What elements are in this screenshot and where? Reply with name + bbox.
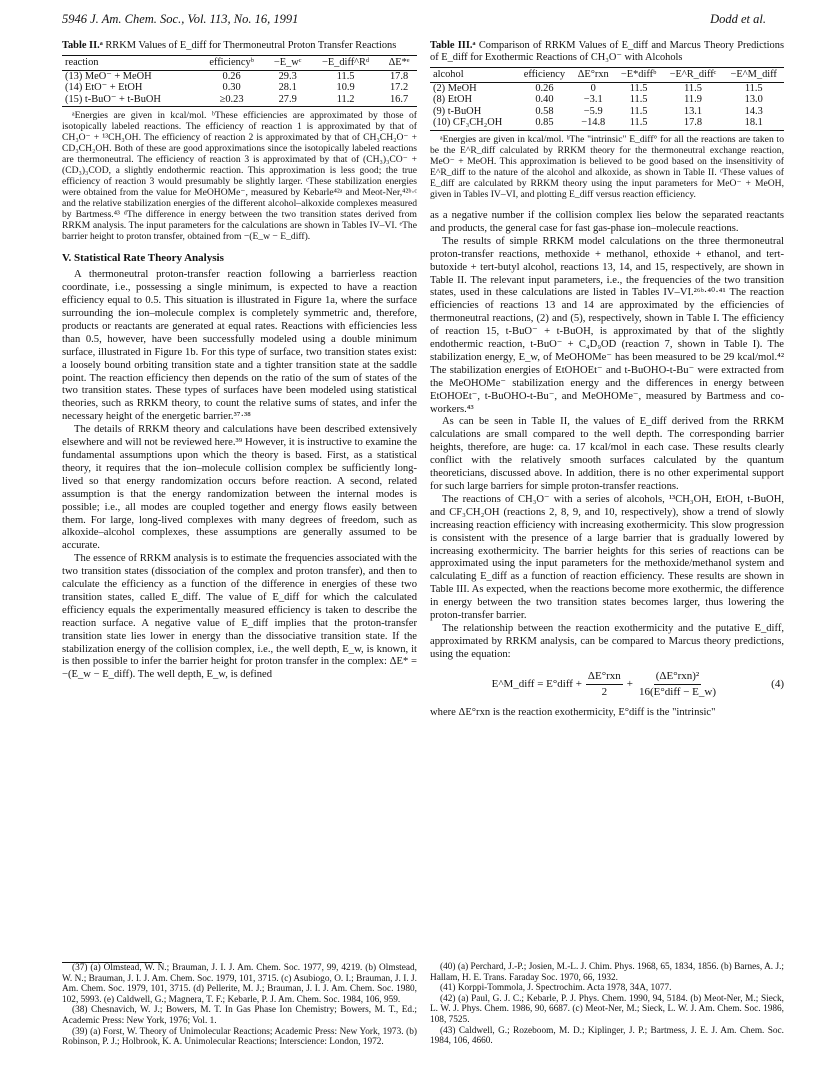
- table-cell: 18.1: [723, 117, 784, 130]
- references-left: [62, 962, 417, 1048]
- table-cell: 11.5: [336, 70, 355, 82]
- table-cell: 17.2: [389, 82, 409, 94]
- table-cell: 0: [590, 82, 596, 94]
- table-row: [62, 82, 417, 94]
- table3-col-ediff-marcus: −E^M_diff: [723, 68, 784, 83]
- table-cell: 11.5: [629, 82, 648, 94]
- table-cell: 11.5: [629, 105, 648, 117]
- table-cell: 11.5: [615, 117, 663, 130]
- table-row: [430, 82, 784, 94]
- running-authors: Dodd et al.: [710, 12, 766, 26]
- table-row: [430, 94, 784, 106]
- reference-item: (38) Chesnavich, W. J.; Bowers, M. T. In Gas Phase Ion Chemistry; Bowers, M. T., Ed.; Academic Press: New York, 1976; Vol. 1.: [62, 1005, 417, 1026]
- table-cell: −14.8: [572, 117, 615, 130]
- table-cell: (14) EtO⁻ + EtOH: [65, 82, 143, 94]
- section-heading: V. Statistical Rate Theory Analysis: [62, 252, 224, 265]
- table-cell: (10) CF₃CH₂OH: [430, 117, 517, 130]
- equation-fraction-2: [637, 670, 718, 699]
- table2-caption: Table II.ᵃ RRKM Values of E_diff for Thermoneutral Proton Transfer Reactions: [62, 40, 397, 51]
- table-cell: 10.9: [336, 82, 355, 94]
- equation-fraction-1: [586, 670, 623, 699]
- table-cell: 13.1: [683, 105, 703, 117]
- equation-plus: +: [626, 677, 633, 690]
- right-column: [430, 40, 784, 719]
- equation-lhs: E^M_diff = E°diff +: [491, 677, 582, 690]
- table-cell: 0.85: [517, 117, 572, 130]
- journal-page-info: 5946 J. Am. Chem. Soc., Vol. 113, No. 16, 1991: [62, 12, 299, 26]
- table-cell: 17.8: [389, 70, 409, 82]
- table-cell: 11.5: [744, 82, 763, 94]
- table3: [430, 67, 784, 131]
- running-header: [62, 12, 766, 30]
- reference-item: (41) Korppi-Tommola, J. Spectrochim. Acta 1978, 34A, 1077.: [440, 983, 672, 994]
- table-row: [62, 70, 417, 82]
- table-cell: 11.9: [684, 94, 702, 106]
- body-paragraph: The essence of RRKM analysis is to estimate the frequencies associated with the two transition states (dissociation of the complex and proton transfer), and then to calculate the efficiency as a function of the difference in energies of these two transition states, called E_diff. The value of E_diff for which the calculated efficiency equals the experimentally measured efficiency is taken to describe the reaction surface. A negative value of E_diff implies that the proton-transfer transition state lies lower in energy than the dissociative transition state. If the stabilization energy of the collision complex, i.e., the well depth, E_w, is known, it is then possible to infer the barrier height for proton transfer in the complex: ΔE* = −(E_w − E_diff). The well depth, E_w, is defined: [62, 553, 417, 681]
- table-row: [62, 94, 417, 107]
- marcus-equation: [430, 670, 784, 699]
- left-column: [62, 40, 417, 682]
- table3-col-derxn: ΔE°rxn: [572, 68, 615, 83]
- table-cell: 0.30: [222, 82, 241, 94]
- fraction-numerator: (ΔE°rxn)²: [654, 670, 701, 685]
- table-cell: 0.40: [535, 94, 554, 106]
- table-cell: 11.5: [684, 82, 702, 94]
- reference-item: (42) (a) Paul, G. J. C.; Kebarle, P. J. Phys. Chem. 1990, 94, 5184. (b) Meot-Ner, M.; Sieck, L. W. J. Phys. Chem. 1986, 90, 6687. (c) Meot-Ner, M.; Sieck, L. W. J. Am. Chem. Soc. 1986, 108, 7525.: [430, 993, 784, 1025]
- table-cell: (2) MeOH: [433, 82, 477, 94]
- table3-caption: Table III.ᵃ Comparison of RRKM Values of E_diff and Marcus Theory Predictions of E_diff for Exothermic Reactions of CH₃O⁻ with Alcohols: [430, 40, 784, 63]
- body-paragraph: The results of simple RRKM model calculations on the three thermoneutral proton-transfer reactions, methoxide + methanol, ethoxide + ethanol, and tert-butoxide + tert-butyl alcohol, reactions 13, 14, and 15, respectively, are shown in Table II. The relevant input parameters, i.e., the frequencies of the two transition states, used in these calculations are listed in Tables IV–VI.²⁶ᵇ·⁴⁰·⁴¹ The reaction efficiencies of reactions 13 and 14 are approximated by the efficiencies of thermoneutral reactions, (2) and (5), respectively, shown in Table I. The efficiency of reaction 15, t-BuO⁻ + t-BuOH, is approximated by that of the slightly endothermic reaction, t-BuO⁻ + C₄D₉OD (reaction 7, shown in Table I). The stabilization energy, E_w, of MeOHOMe⁻ has been measured to be 29 kcal/mol.⁴² The stabilization energies of EtOHOEt⁻ and t-BuOHO-t-Bu⁻ were extracted from the MeOHOMe⁻ stabilization energy and the differences in energy between EtOHOEt⁻, t-BuOHO-t-Bu⁻, and MeOHOMe⁻, measured by Bartmess and co-workers.⁴³: [430, 235, 784, 415]
- table2-header-row: [62, 56, 417, 71]
- table-row: [430, 106, 784, 118]
- table-cell: 13.0: [744, 94, 763, 106]
- table2-col-ediff: −E_diff^Rᵈ: [310, 56, 381, 71]
- table2-col-efficiency: efficiencyᵇ: [198, 56, 265, 71]
- table-cell: 17.8: [663, 117, 724, 130]
- table-cell: (13) MeO⁻ + MeOH: [65, 70, 152, 82]
- references-right: [430, 962, 784, 1047]
- body-paragraph: as a negative number if the collision complex lies below the separated reactants and products, the general case for fast gas-phase ion–molecule reactions.: [430, 209, 784, 234]
- table-cell: 27.9: [265, 94, 310, 107]
- fraction-denominator: 2: [601, 685, 608, 698]
- table3-col-alcohol: alcohol: [430, 68, 517, 83]
- fraction-numerator: ΔE°rxn: [586, 670, 623, 685]
- table3-header-row: [430, 68, 784, 83]
- table-row: [430, 117, 784, 130]
- equation-body: [492, 670, 718, 699]
- table-cell: 29.3: [278, 70, 297, 82]
- table-cell: (8) EtOH: [433, 94, 472, 106]
- table3-footnote: ᵃEnergies are given in kcal/mol. ᵇThe "intrinsic" E_diff° for all the reactions are taken to be the E^R_diff calculated by RRKM theory for the thermoneutral exchange reaction, MeO⁻ + MeOH. This approximation is believed to be good based on the insensitivity of E^R_diff to the nature of the alcohol and alkoxide, as shown in Table II. ᶜThese values of E_diff are calculated by RRKM theory using the input parameters for MeO⁻ + MeOH, given in Tables IV–VI, and plotting E_diff versus reaction efficiency.: [430, 133, 784, 200]
- table-cell: 14.3: [744, 105, 763, 117]
- body-paragraph: where ΔE°rxn is the reaction exothermicity, E°diff is the "intrinsic": [430, 706, 716, 718]
- reference-item: (40) (a) Perchard, J.-P.; Josien, M.-L. J. Chim. Phys. 1968, 65, 1834, 1856. (b) Barnes, A. J.; Hallam, H. E. Trans. Faraday Soc. 1970, 66, 1932.: [430, 962, 784, 983]
- reference-item: (37) (a) Olmstead, W. N.; Brauman, J. I. J. Am. Chem. Soc. 1977, 99, 4219. (b) Olmstead, W. N.; Brauman, J. I. J. Am. Chem. Soc. 1979, 101, 3715. (c) Asubiogo, O. I.; Brauman, J. I. J. Am. Chem. Soc. 1979, 101, 3715. (d) Pellerite, M. J.; Brauman, J. I. J. Am. Chem. Soc. 1980, 102, 5993. (e) Caldwell, G.; Magnera, T. F.; Kebarle, P. J. Am. Chem. Soc. 1984, 106, 959.: [62, 963, 417, 1005]
- reference-item: (43) Caldwell, G.; Rozeboom, M. D.; Kiplinger, J. P.; Bartmess, J. E. J. Am. Chem. Soc. 1984, 106, 4660.: [430, 1025, 784, 1047]
- table3-col-ediff-intrinsic: −E*diffᵇ: [615, 68, 663, 83]
- body-paragraph: As can be seen in Table II, the values of E_diff derived from the RRKM calculations are small compared to the well depth. The corresponding barrier heights, therefore, are huge: ca. 17 kcal/mol in each case. These results clearly conflict with the relatively smooth surfaces calculated by the quantum theoreticians, discussed above. In addition, there is no other experimental support for such large barriers for simple proton-transfer reactions.: [430, 416, 784, 492]
- table2: [62, 55, 417, 107]
- table-cell: 0.58: [535, 105, 554, 117]
- equation-number: (4): [771, 677, 784, 690]
- table-cell: 28.1: [278, 82, 297, 94]
- table2-col-ew: −E_wᶜ: [265, 56, 310, 71]
- table-cell: 11.5: [629, 94, 648, 106]
- table3-col-efficiency: efficiency: [517, 68, 572, 83]
- table3-col-ediff-rrkm: −E^R_diffᶜ: [663, 68, 724, 83]
- table-cell: −3.1: [583, 94, 603, 106]
- fraction-denominator: 16(E°diff − E_w): [639, 685, 716, 698]
- body-paragraph: The details of RRKM theory and calculations have been described extensively elsewhere and will not be reviewed here.³⁹ However, it is instructive to examine the fundamental assumptions upon which the theory is based. First, as a statistical theory, it requires that the ion–molecule collision complex be sufficiently long-lived so that energy randomization occurs before reaction. A second, related assumption is that the energy randomization between the internal modes is possible; i.e., all modes are coupled together and energy flows easily between them. For large, long-lived complexes with many degrees of freedom, such as alkoxide–alcohol complexes, these assumptions are generally assumed to be accurate.: [62, 424, 417, 552]
- table-cell: −5.9: [583, 105, 603, 117]
- table-cell: 0.26: [222, 70, 241, 82]
- body-paragraph: The reactions of CH₃O⁻ with a series of alcohols, ¹³CH₃OH, EtOH, t-BuOH, and CF₃CH₂OH (reactions 2, 8, 9, and 10, respectively), show a trend of slowly increasing reaction efficiency with increasing exothermicity. This slow progression is consistent with the presence of a large barrier that is gradually lowered by increasing exothermicity. The barrier heights for this series of reactions can be approximated using the input parameters for the methoxide/methanol system and calculating E_diff as a function of reaction efficiency. These results are shown in Table III. As expected, when the reactions become more exothermic, the difference in energy between the two transition states becomes larger, thus lowering the proton-transfer barrier.: [430, 493, 784, 622]
- table2-col-reaction: reaction: [62, 56, 198, 71]
- body-paragraph: A thermoneutral proton-transfer reaction following a barrierless reaction coordinate, i.e., possessing a single minimum, is expected to have a reaction efficiency equal to 0.5. This situation is illustrated in Figure 1a, where the surface surrounding the ion–molecule complex is completely symmetric and, therefore, products or reactants are generated at equal rates. Reactions with efficiencies less than 0.5, however, have been successfully modeled using a double minimum surface, illustrated in Figure 1b. For this type of surface, two transition states exist: a loosely bound orbiting transition state and a tighter transition state at the saddle point. The reaction efficiency then depends on the ratio of the sum of states of the two transition states. These types of surfaces have been modeled using statistical theories, such as RRKM theory, to count the relative sums of states, and infer the necessary height of the energetic barrier.³⁷·³⁸: [62, 269, 417, 423]
- table-cell: (15) t-BuO⁻ + t-BuOH: [62, 94, 198, 107]
- table-cell: 0.26: [535, 82, 554, 94]
- body-paragraph: The relationship between the reaction exothermicity and the putative E_diff, approximated by RRKM analysis, can be compared to Marcus theory predictions, using the equation:: [430, 622, 784, 660]
- table2-footnote: ᵃEnergies are given in kcal/mol. ᵇThese efficiencies are approximated by those of isotopically labeled reactions. The efficiency of reaction 1 is approximated by that of CH₃O⁻ + ¹³CH₃OH. The efficiency of reaction 2 is approximated by that of CH₃CH₂O⁻ + CD₃CH₂OH. Both of these are good approximations since the isotopically labeled reactions are thermoneutral. The efficiency of reaction 3 is approximated by that of (CH₃)₃CO⁻ + (CD₃)₃COD, a slightly endothermic reaction. This approximation is less good; the true efficiency of reaction 3 would presumably be slightly larger. ᶜThese stabilization energies were obtained from the value for MeOHOMe⁻, measured by Kebarle⁴²ᵃ and Meot-Ner,⁴²ᵇ·ᶜ and the relative stabilization energies of the different alcohol–alkoxide complexes measured by Bartmess.⁴³ ᵈThe difference in energy between the two transition states derived from RRKM analysis. The input parameters for the calculations are shown in Tables IV–VI. ᵉThe barrier height to proton transfer, obtained from −(E_w − E_diff).: [62, 110, 417, 243]
- table-cell: 16.7: [381, 94, 417, 107]
- table-cell: ≥0.23: [198, 94, 265, 107]
- table-cell: (9) t-BuOH: [433, 105, 482, 117]
- table2-col-de: ΔE*ᵉ: [381, 56, 417, 71]
- reference-item: (39) (a) Forst, W. Theory of Unimolecular Reactions; Academic Press: New York, 1973. (b) Robinson, P. J.; Holbrook, K. A. Unimolecular Reactions; Interscience: London, 1972.: [62, 1026, 417, 1048]
- table-cell: 11.2: [310, 94, 381, 107]
